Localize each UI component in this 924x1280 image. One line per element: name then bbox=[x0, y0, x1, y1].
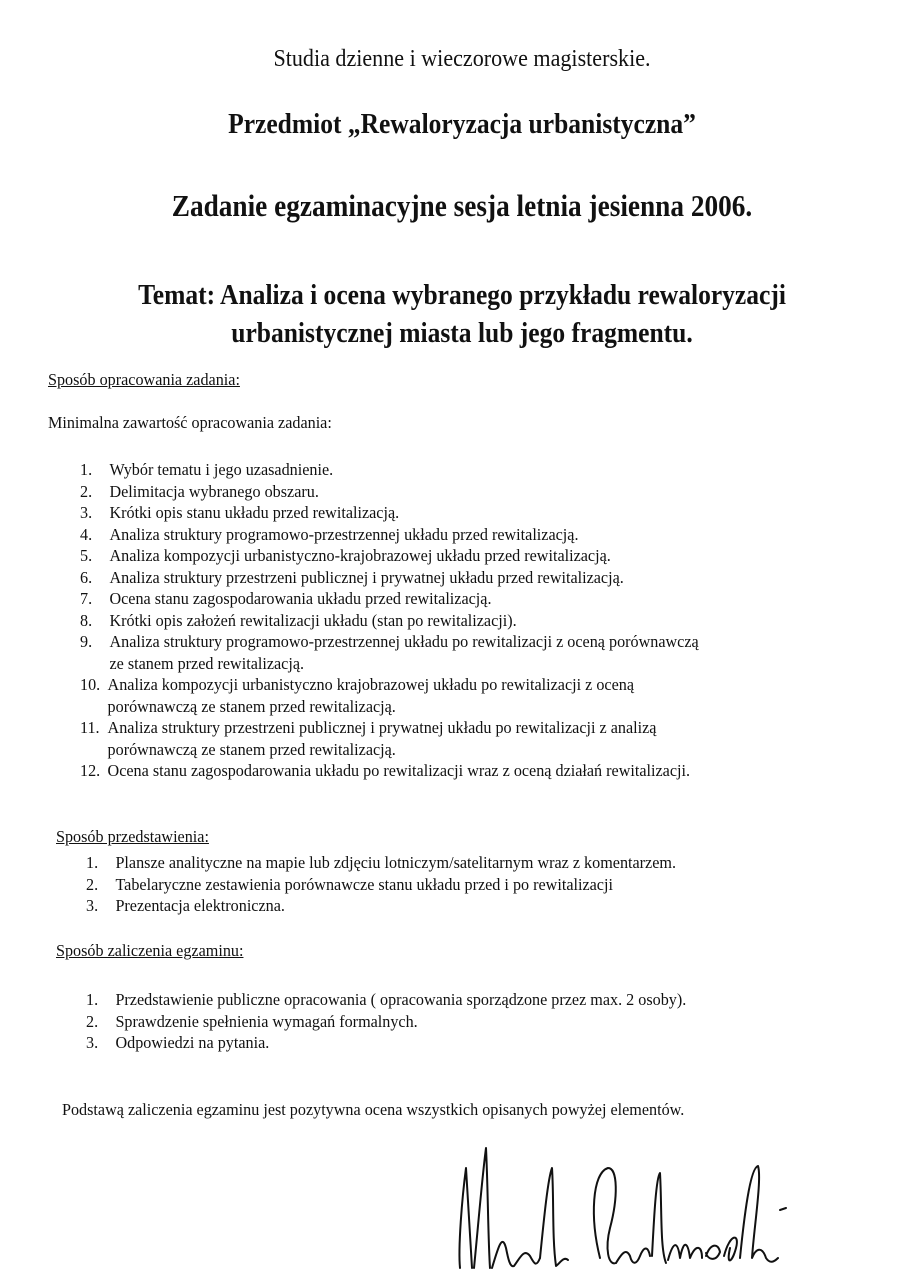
list-item: 3. Krótki opis stanu układu przed rewitalizacją. bbox=[80, 503, 400, 522]
list-item: 4. Analiza struktury programowo-przestrzennej układu przed rewitalizacją. bbox=[80, 524, 579, 544]
exam-title: Zadanie egzaminacyjne sesja letnia jesienna 2006. bbox=[171, 188, 753, 223]
section-heading-preparation: Sposób opracowania zadania: bbox=[48, 370, 240, 389]
list-item: 5. Analiza kompozycji urbanistyczno-krajobrazowej układu przed rewitalizacją. bbox=[80, 546, 611, 565]
list-item: 1. Przedstawienie publiczne opracowania ( opracowania sporządzone przez max. 2 osoby). bbox=[86, 990, 687, 1009]
list-item: 7. Ocena stanu zagospodarowania układu przed rewitalizacją. bbox=[80, 589, 492, 608]
list-item: 2. Sprawdzenie spełnienia wymagań formalnych. bbox=[86, 1011, 418, 1031]
section-heading-grading: Sposób zaliczenia egzaminu: bbox=[56, 941, 244, 960]
topic-title bbox=[55, 276, 868, 352]
list-item: 2. Delimitacja wybranego obszaru. bbox=[80, 481, 319, 501]
list-item: 9. Analiza struktury programowo-przestrzennej układu po rewitalizacji z oceną porównawczą ze stanem przed rewitalizacją. bbox=[80, 632, 699, 673]
section-intro: Minimalna zawartość opracowania zadania: bbox=[48, 413, 332, 432]
list-item: 1. Plansze analityczne na mapie lub zdjęciu lotniczym/satelitarnym wraz z komentarzem. bbox=[86, 853, 676, 872]
list-item: 8. Krótki opis założeń rewitalizacji układu (stan po rewitalizacji). bbox=[80, 610, 517, 630]
document-subtitle: Studia dzienne i wieczorowe magisterskie. bbox=[273, 46, 651, 72]
list-item: 12. Ocena stanu zagospodarowania układu po rewitalizacji wraz z oceną działań rewitalizacji. bbox=[80, 761, 691, 780]
list-item: 3. Prezentacja elektroniczna. bbox=[86, 896, 285, 915]
topic-line-2: urbanistycznej miasta lub jego fragmentu. bbox=[231, 317, 693, 349]
grading-list bbox=[86, 989, 718, 1054]
signature-icon bbox=[440, 1138, 800, 1278]
course-title: Przedmiot „Rewaloryzacja urbanistyczna” bbox=[228, 108, 696, 140]
list-item: 11. Analiza struktury przestrzeni publicznej i prywatnej układu po rewitalizacji z analizą porównawczą ze stanem przed rewitalizacją. bbox=[80, 718, 657, 759]
topic-line-1: Temat: Analiza i ocena wybranego przykładu rewaloryzacji bbox=[138, 279, 786, 311]
list-item: 1. Wybór tematu i jego uzasadnienie. bbox=[80, 460, 334, 479]
content-requirements-list bbox=[80, 459, 731, 782]
list-item: 2. Tabelaryczne zestawienia porównawcze stanu układu przed i po rewitalizacji bbox=[86, 874, 613, 894]
grading-basis-note: Podstawą zaliczenia egzaminu jest pozytywna ocena wszystkich opisanych powyżej elementów. bbox=[62, 1100, 685, 1119]
presentation-list bbox=[86, 852, 707, 917]
list-item: 3. Odpowiedzi na pytania. bbox=[86, 1033, 270, 1052]
list-item: 6. Analiza struktury przestrzeni publicznej i prywatnej układu przed rewitalizacją. bbox=[80, 567, 624, 587]
list-item: 10. Analiza kompozycji urbanistyczno krajobrazowej układu po rewitalizacji z oceną porównawczą ze stanem przed rewitalizacją. bbox=[80, 675, 635, 716]
section-heading-presentation: Sposób przedstawienia: bbox=[56, 827, 209, 846]
